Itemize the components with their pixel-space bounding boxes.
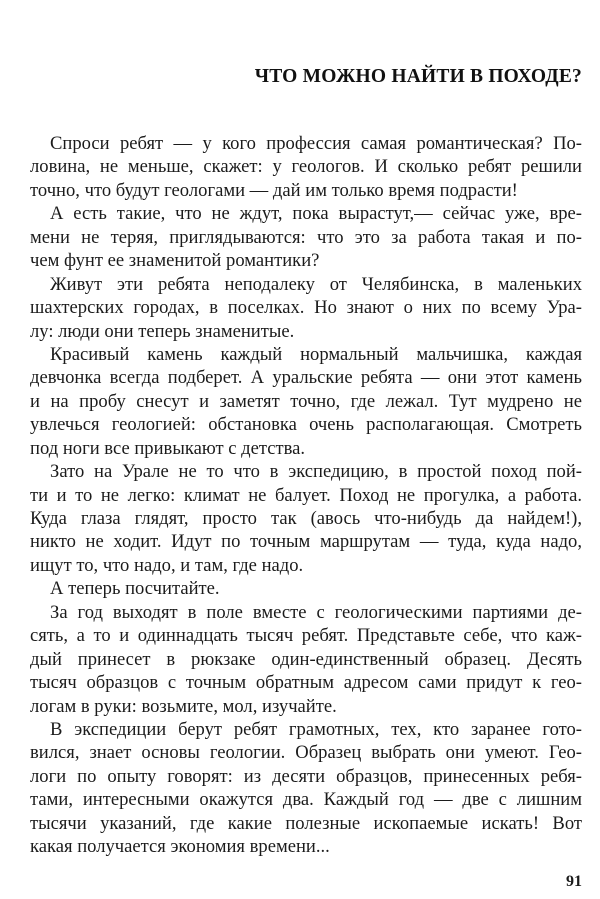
text-line: девчонка всегда подберет. А уральские ребята — они этот камень [30,367,582,389]
text-line: тысячи указаний, где какие полезные ископаемые искать! Вот [30,812,582,834]
text-line: А теперь посчитайте. [50,578,220,600]
text-line: За год выходят в поле вместе с геологическими партиями де- [50,601,582,623]
text-line: какая получается экономия времени... [30,836,330,858]
text-line: Зато на Урале не то что в экспедицию, в простой поход пой- [50,461,582,483]
paragraph [30,132,582,202]
text-line: и на пробу снесут и заметят точно, где лежал. Тут мудрено не [30,390,582,412]
text-line: Куда глаза глядят, просто так (авось что-нибудь да найдем!), [30,508,582,529]
text-line: шахтерских городах, в поселках. Но знают о них по всему Ура- [30,297,582,319]
text-line: мени не теряя, приглядываются: что это за работа такая и по- [30,226,582,248]
page-number: 91 [566,873,582,890]
paragraph [30,601,582,718]
text-line: ищут то, что надо, и там, где надо. [30,554,304,576]
text-line: логам в руки: возьмите, мол, изучайте. [30,695,337,717]
page-title: ЧТО МОЖНО НАЙТИ В ПОХОДЕ? [254,66,582,87]
text-line: А есть такие, что не ждут, пока вырастут,— сейчас уже, вре- [50,203,582,225]
text-line: под ноги все привыкают с детства. [30,437,306,459]
body-text [30,132,582,859]
text-line: Живут эти ребята неподалеку от Челябинска, в маленьких [50,273,582,295]
text-line: Спроси ребят — у кого профессия самая романтическая? По- [50,133,582,154]
text-line: Красивый камень каждый нормальный мальчишка, каждая [50,343,582,365]
text-line: ловина, не меньше, скажет: у геологов. И сколько ребят решили [30,156,582,178]
paragraph [30,273,582,343]
paragraph [30,577,582,600]
text-line: ти и то не легко: климат не балует. Поход не прогулка, а работа. [30,484,582,506]
text-line: лу: люди они теперь знаменитые. [30,320,295,342]
paragraph [30,460,582,577]
text-line: никто не ходит. Идут по точным маршрутам — туда, куда надо, [30,531,582,553]
paragraph [30,718,582,859]
text-line: точно, что будут геологами — дай им только время подрасти! [30,179,518,201]
text-line: логи по опыту говорят: из десяти образцов, принесенных ребя- [30,765,582,787]
paragraph [30,343,582,460]
text-line: сять, а то и одиннадцать тысяч ребят. Представьте себе, что каж- [30,625,582,647]
text-line: дый принесет в рюкзаке один-единственный образец. Десять [30,648,582,670]
text-line: В экспедиции берут ребят грамотных, тех, кто заранее гото- [50,718,582,740]
text-line: тысяч образцов с точным обратным адресом сами придут к гео- [30,672,582,694]
text-line: вился, знает основы геологии. Образец выбрать они умеют. Гео- [30,742,582,764]
paragraph [30,202,582,272]
text-line: чем фунт ее знаменитой романтики? [30,250,320,272]
text-line: увлечься геологией: обстановка очень располагающая. Смотреть [30,414,582,436]
text-line: тами, интересными окажутся два. Каждый год — две с лишним [30,789,582,811]
